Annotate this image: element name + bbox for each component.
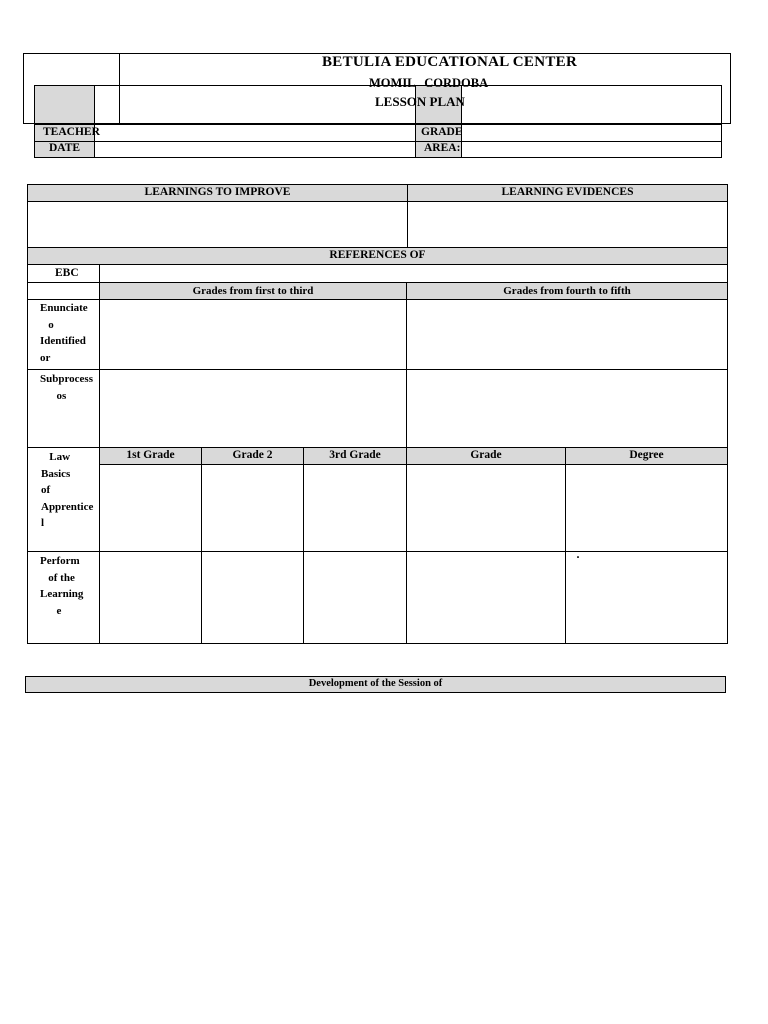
perform-degree-field[interactable] bbox=[566, 552, 727, 643]
learning-evidences-header: LEARNING EVIDENCES bbox=[501, 186, 634, 199]
col-degree-header: Degree bbox=[629, 449, 664, 462]
perform-label: Perform of the Learning e bbox=[40, 555, 84, 617]
grade-label: GRADE bbox=[421, 126, 463, 138]
perform-grade-field[interactable] bbox=[407, 552, 565, 643]
degree-bullet: · bbox=[576, 550, 581, 564]
header-inner-divider-1 bbox=[94, 85, 95, 124]
subprocess-fourth-fifth-field[interactable] bbox=[407, 370, 727, 447]
perform-3rd-grade-field[interactable] bbox=[304, 552, 406, 643]
learnings-to-improve-header-cell bbox=[28, 185, 407, 201]
law-3rd-grade-field[interactable] bbox=[304, 465, 406, 551]
date-field[interactable] bbox=[95, 142, 415, 158]
grade-field[interactable] bbox=[462, 125, 721, 141]
ebc-label: EBC bbox=[55, 267, 79, 279]
school-name: BETULIA EDUCATIONAL CENTER bbox=[322, 54, 578, 70]
learning-evidences-header-cell bbox=[408, 185, 727, 201]
grades-first-third-cell bbox=[100, 283, 406, 299]
grades-first-third-header: Grades from first to third bbox=[192, 284, 314, 297]
references-of-header: REFERENCES OF bbox=[329, 249, 426, 262]
logo-placeholder-box bbox=[35, 86, 94, 123]
col-grade-header: Grade bbox=[470, 449, 502, 462]
col-grade-cell bbox=[407, 448, 565, 464]
area-field[interactable] bbox=[462, 142, 721, 158]
date-label: DATE bbox=[49, 142, 81, 154]
perform-1st-grade-field[interactable] bbox=[100, 552, 201, 643]
perform-grade-2-field[interactable] bbox=[202, 552, 303, 643]
references-header-row bbox=[28, 248, 727, 264]
col-grade-2-header: Grade 2 bbox=[232, 449, 273, 462]
col-degree-cell bbox=[566, 448, 727, 464]
development-session-header: Development of the Session of bbox=[308, 678, 443, 690]
grades-fourth-fifth-cell bbox=[407, 283, 727, 299]
law-grade-2-field[interactable] bbox=[202, 465, 303, 551]
location-text: MOMIL CORDOBA bbox=[369, 76, 489, 90]
enunciate-fourth-fifth-field[interactable] bbox=[407, 300, 727, 369]
law-basics-label: Law Basics of Apprentice l bbox=[41, 451, 94, 529]
law-grade-field[interactable] bbox=[407, 465, 565, 551]
learning-evidences-field[interactable] bbox=[408, 202, 727, 247]
header-inner-divider-2 bbox=[119, 85, 120, 124]
grades-fourth-fifth-header: Grades from fourth to fifth bbox=[503, 284, 631, 297]
subprocess-label: Subprocess os bbox=[40, 373, 93, 402]
col-3rd-grade-header: 3rd Grade bbox=[329, 449, 381, 462]
subprocess-first-third-field[interactable] bbox=[100, 370, 406, 447]
col-3rd-grade-cell bbox=[304, 448, 406, 464]
teacher-label: TEACHER bbox=[43, 126, 100, 138]
col-1st-grade-header: 1st Grade bbox=[126, 449, 175, 462]
col-1st-grade-cell bbox=[100, 448, 201, 464]
law-1st-grade-field[interactable] bbox=[100, 465, 201, 551]
enunciate-first-third-field[interactable] bbox=[100, 300, 406, 369]
learnings-to-improve-field[interactable] bbox=[28, 202, 407, 247]
teacher-field[interactable] bbox=[95, 125, 415, 141]
law-degree-field[interactable] bbox=[566, 465, 727, 551]
grade-col-divider-left bbox=[415, 124, 416, 158]
development-header-bar bbox=[25, 676, 726, 693]
enunciate-label: Enunciate o Identified or bbox=[40, 302, 88, 364]
col-grade-2-cell bbox=[202, 448, 303, 464]
learnings-to-improve-header: LEARNINGS TO IMPROVE bbox=[144, 186, 291, 199]
document-title: LESSON PLAN bbox=[375, 94, 465, 109]
area-label: AREA: bbox=[424, 142, 461, 154]
ebc-field[interactable] bbox=[100, 265, 727, 282]
